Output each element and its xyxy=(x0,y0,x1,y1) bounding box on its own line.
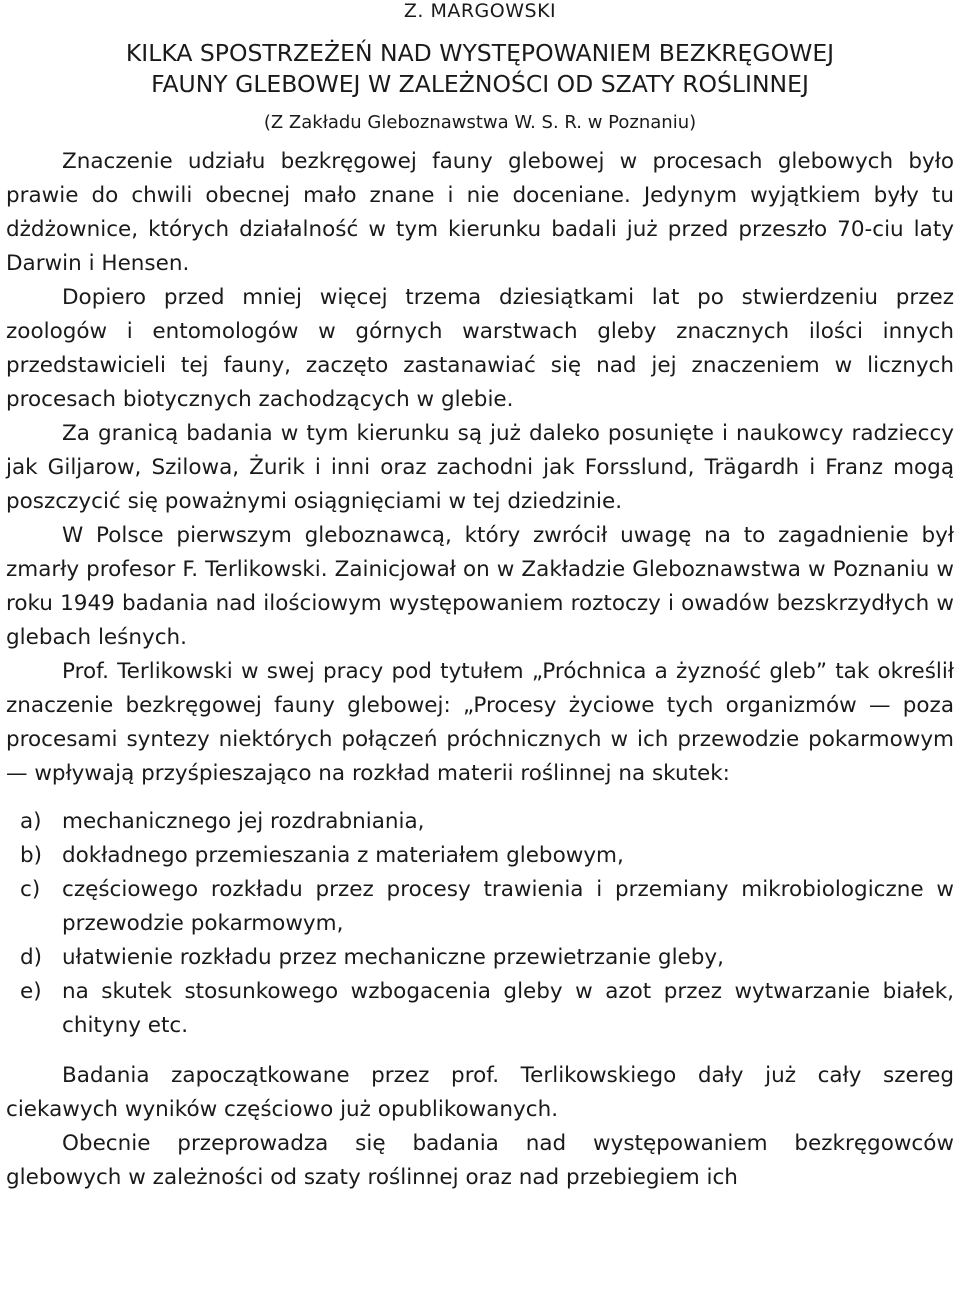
author-name: Z. MARGOWSKI xyxy=(403,0,557,22)
list-marker: a) xyxy=(20,809,42,834)
list-item-text: częściowego rozkładu przez procesy trawienia i przemiany mikrobiologiczne w przewodzie pokarmowym, xyxy=(62,877,954,936)
paragraph: Badania zapoczątkowane przez prof. Terlikowskiego dały już cały szereg ciekawych wyników częściowo już opublikowanych. xyxy=(6,1063,954,1122)
list-marker: b) xyxy=(20,843,43,868)
list-item xyxy=(6,975,954,1043)
list-marker: e) xyxy=(20,979,42,1004)
article-body xyxy=(6,145,954,1195)
list-item-text: mechanicznego jej rozdrabniania, xyxy=(62,809,425,834)
list-item-text: dokładnego przemieszania z materiałem glebowym, xyxy=(62,843,624,868)
title-line-1: KILKA SPOSTRZEŻEŃ NAD WYSTĘPOWANIEM BEZKRĘGOWEJ xyxy=(125,39,835,67)
list-marker: c) xyxy=(20,877,41,902)
paragraph: Znaczenie udziału bezkręgowej fauny glebowej w procesach glebowych było prawie do chwili obecnej mało znane i nie doceniane. Jedynym wyjątkiem były tu dżdżownice, których działalność w tym kierunku badali już przed przeszło 70-ciu laty Darwin i Hensen. xyxy=(6,149,954,276)
list-item xyxy=(6,805,954,839)
article-title xyxy=(6,38,954,100)
list-item xyxy=(6,839,954,873)
affiliation: (Z Zakładu Gleboznawstwa W. S. R. w Poznaniu) xyxy=(263,112,697,133)
list-item xyxy=(6,873,954,941)
list-item xyxy=(6,941,954,975)
paragraph: Prof. Terlikowski w swej pracy pod tytułem „Próchnica a żyzność gleb” tak określił znaczenie bezkręgowej fauny glebowej: „Procesy życiowe tych organizmów — poza procesami syntezy niektórych połączeń próchnicznych w ich przewodzie pokarmowym — wpływają przyśpieszająco na rozkład materii roślinnej na skutek: xyxy=(6,659,954,786)
paragraph: Dopiero przed mniej więcej trzema dziesiątkami lat po stwierdzeniu przez zoologów i entomologów w górnych warstwach gleby znacznych ilości innych przedstawicieli tej fauny, zaczęto zastanawiać się nad jej znaczeniem w licznych procesach biotycznych zachodzących w glebie. xyxy=(6,285,954,412)
list-item-text: na skutek stosunkowego wzbogacenia gleby w azot przez wytwarzanie białek, chityny etc. xyxy=(62,979,954,1038)
paragraph: W Polsce pierwszym gleboznawcą, który zwrócił uwagę na to zagadnienie był zmarły profesor F. Terlikowski. Zainicjował on w Zakładzie Gleboznawstwa w Poznaniu w roku 1949 badania nad ilościowym występowaniem roztoczy i owadów bezskrzydłych w glebach leśnych. xyxy=(6,523,954,650)
list-item-text: ułatwienie rozkładu przez mechaniczne przewietrzanie gleby, xyxy=(62,945,724,970)
paragraph: Za granicą badania w tym kierunku są już daleko posunięte i naukowcy radzieccy jak Giljarow, Szilowa, Żurik i inni oraz zachodni jak Forsslund, Trägardh i Franz mogą poszczycić się poważnymi osiągnięciami w tej dziedzinie. xyxy=(6,421,954,514)
list-marker: d) xyxy=(20,945,43,970)
paragraph: Obecnie przeprowadza się badania nad występowaniem bezkręgowców glebowych w zależności od szaty roślinnej oraz nad przebiegiem ich xyxy=(6,1131,954,1190)
title-line-2: FAUNY GLEBOWEJ W ZALEŻNOŚCI OD SZATY ROŚLINNEJ xyxy=(151,70,809,98)
effects-list xyxy=(6,805,954,1043)
